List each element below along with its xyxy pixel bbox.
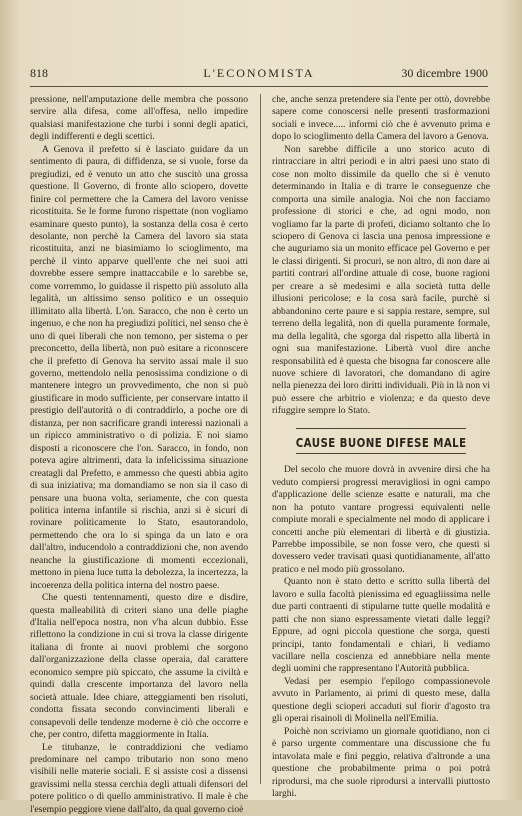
paragraph: che, anche senza pretendere sia l'ente per ottò, dovrebbe sapere come conoscersi nelle presenti trasformazioni sociali e invece..... informi ciò che è avvenuto prima e dopo lo scioglimento della Camera del lavoro a Genova. bbox=[272, 94, 490, 143]
paragraph: Che questi tentennamenti, questo dire e disdire, questa malleabilità di criteri siano una delle piaghe d'Italia nell'epoca nostra, non v'ha alcun dubbio. Esse riflettono la condizione in cui si trova la classe dirigente italiana di fronte ai nuovi problemi che sorgono dall'organizzazione della classe operaia, dal carattere economico sempre più spiccato, che assume la civiltà e quindi dalla crescente importanza del lavoro nella società attuale. Idee chiare, atteggiamenti ben risoluti, condotta fissata secondo convincimenti liberali e consapevoli delle tendenze moderne è ciò che occorre e che, per contro, difetta maggiormente in Italia. bbox=[30, 592, 248, 741]
page-number: 818 bbox=[30, 66, 48, 80]
paragraph: Vedasi per esempio l'epilogo compassionevole avvuto in Parlamento, ai primi di questo mese, dalla questione degli scioperi accaduti sul fiorir d'agosto tra gli operai risainoli di Molinella nell'Emilia. bbox=[272, 675, 490, 725]
header-rule bbox=[30, 86, 488, 87]
paragraph: Le titubanze, le contraddizioni che vediamo predominare nel campo tributario non sono meno visibili nelle materie sociali. E si assiste così a dissensi gravissimi nella stessa cerchia degli attuali difensori del potere politico o di quello amministrativo. Il male è che l'esempio peggiore viene dall'alto, da qual governo cioè bbox=[30, 741, 248, 815]
paragraph: pressione, nell'amputazione delle membra che possono servire alla difesa, come all'offesa, nello impedire qualsiasi manifestazione che turbi i sonni degli apatici, degli indifferenti e degli scettici. bbox=[30, 94, 248, 143]
issue-date: 30 dicembre 1900 bbox=[401, 66, 488, 80]
section-rule-bottom bbox=[296, 453, 466, 454]
paragraph: Quanto non è stato detto e scritto sulla libertà del lavoro e sulla facoltà pienissima ed eguagliissima nelle due parti contraenti di stipularne tutte quelle modalità e patti che non siano espressamente vietati dalle leggi? Eppure, ad ogni piccola questione che sorga, questi principi, tanto fondamentali e chiari, li vediamo vacillare nella coscienza ed annebbiare nella mente degli uomini che rappresentano l'Autorità pubblica. bbox=[272, 576, 490, 675]
paragraph: A Genova il prefetto si è lasciato guidare da un sentimento di paura, di diffidenza, se si vuole, forse da pregiudizi, ed è venuto un atto che suscitò una grossa questione. Il Governo, di fronte allo sciopero, dovette finire col permettere che la Camera del lavoro venisse ricostituita. Se le forme furono rispettate (non vogliamo esaminare questo punto), la sostanza della cosa è certo desolante, non perchè la Camera del lavoro sia stata ricostituita, anzi ne biasimiamo lo scioglimento, ma perchè il vinto apparve quell'ente che nei suoi atti dovrebbe essere sempre inattaccabile e lo sarebbe se, come vorremmo, lo guidasse il rispetto più assoluto alla legalità, un altissimo senso politico e un ossequio illimitato alla libertà. L'on. Saracco, che non è certo un ingenuo, e che non ha pregiudizi politici, nel senso che è uno di quei liberali che non temono, per sistema o per preconcetto, della libertà, non può esitare a riconoscere che il prefetto di Genova ha servito assai male il suo governo, mettendolo nella penosissima condizione o di mantenere integro un provvedimento, che non si può giustificare in modo sufficiente, per conservare intatto il prestigio dell'autorità o di contraddirlo, a poche ore di distanza, per non sacrificare grandi interessi nazionali a un ripicco amministrativo o di polizia. E noi siamo disposti a riconoscere che l'on. Saracco, in fondo, non poteva agire altrimenti, data la infelicissima situazione creatagli dal Prefetto, e ammesso che questi abbia agito di sua iniziativa; ma domandiamo se non sia il caso di pensare una buona volta, seriamente, che con questa politica interna infantile si rischia, anzi si è sicuri di rovinare politicamente lo Stato, esautorandolo, permettendo che ora lo si spinga da un lato e ora dall'altro, inducendolo a contraddizioni che, non avendo neanche la giustificazione di momenti eccezionali, mettono in piena luce tutta la debolezza, la incertezza, la incoerenza della politica interna del nostro paese. bbox=[30, 143, 248, 591]
left-column bbox=[30, 94, 248, 815]
paragraph: Poichè non scriviamo un giornale quotidiano, non ci è parso urgente commentare una discussione che fu intavolata male e finì peggio, relativa d'altronde a una questione che probabilmente prima o poi potrà riprodursi, ma che suole riprodursi a intervalli piuttosto larghi. bbox=[272, 725, 490, 800]
section-rule-top bbox=[296, 428, 466, 429]
section-title-text: CAUSE BUONE DIFESE MALE bbox=[295, 434, 467, 450]
column-divider bbox=[260, 94, 261, 784]
journal-title: L'ECONOMISTA bbox=[203, 66, 315, 80]
section-title bbox=[272, 434, 490, 450]
right-column bbox=[272, 94, 490, 800]
paragraph: Del secolo che muore dovrà in avvenire dirsi che ha veduto compiersi progressi meravigliosi in ogni campo d'applicazione delle scienze esatte e naturali, ma che non ha potuto vantare progressi equivalenti nelle compiute morali e specialmente nel modo di applicare i concetti anche più elementari di libertà e di giustizia. Parrebbe impossibile, se non fosse vero, che questi si dovessero veder travisati quasi quotidianamente, all'atto pratico e nel modo più grossolano. bbox=[272, 464, 490, 575]
paragraph: Non sarebbe difficile a uno storico acuto di rintracciare in altri periodi e in altri paesi uno stato di cose non molto dissimile da quello che si è venuto determinando in Italia e di trarre le conseguenze che comporta una simile analogia. Noi che non facciamo professione di storici e che, ad ogni modo, non vogliamo far la parte di profeti, diciamo soltanto che lo sciopero di Genova ci lascia una penosa impressione e che auguriamo sia un monito efficace pel Governo e per le classi dirigenti. Si procuri, se non altro, di non dare ai partiti contrari all'ordine attuale di cose, buone ragioni per creare a sè medesimi e alla società tutta delle illusioni pericolose; e la cosa sarà facile, purchè si abbandonino certe paure e si sappia restare, sempre, sul terreno della legalità, non di quella puramente formale, ma della legalità, che sgorga dal rispetto alla libertà in ogni sua manifestazione. Libertà vuol dire anche responsabilità ed è questa che bisogna far conoscere alle nuove schiere di lavoratori, che domandano di agire nella pienezza dei loro diritti individuali. Più in là non vi può essere che arbitrio e violenza; e da questo deve rifuggire sempre lo Stato. bbox=[272, 143, 490, 417]
page-header bbox=[30, 66, 488, 84]
